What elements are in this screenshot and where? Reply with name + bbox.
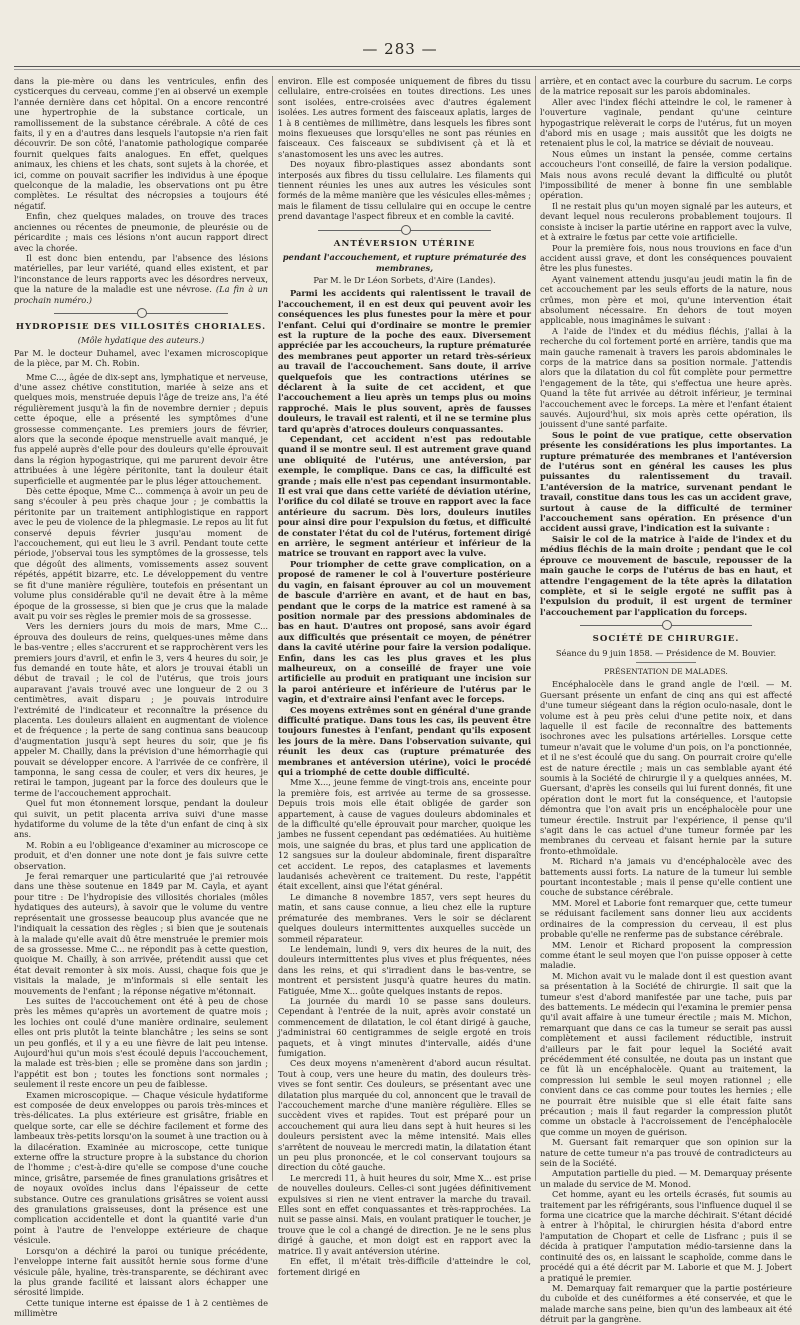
paragraph: MM. Morel et Laborie font remarquer que, cette tumeur se réduisant facilement sans donner lieu aux accidents ordinaires de la compression du cerveau, il est plus probable qu'elle ne renferme pas de substance cérébrale. bbox=[540, 897, 792, 940]
paragraph: Ces moyens extrêmes sont en général d'une grande difficulté pratique. Dans tous les cas, ils peuvent être toujours funestes à l'enfant, pendant qu'ils exposent les jours de la mère. Dans l'observation suivante, qui réunit les deux cas (rupture prématurée des membranes et antéversion utérine), voici le procédé qui a triomphé de cette double difficulté. bbox=[278, 704, 531, 777]
paragraph: Enfin, chez quelques malades, on trouve des traces anciennes ou récentes de pneumonie, de pleurésie ou de péricardite ; mais ces lésions n'ont aucun rapport direct avec la chorée. bbox=[14, 211, 268, 253]
paragraph: Ayant vainement attendu jusqu'au jeudi matin la fin de cet accouchement par les seuls efforts de la nature, nous crûmes, mon père et moi, qu'une intervention était absolument nécessaire. En dehors de tout moyen applicable, nous imaginâmes le suivant : bbox=[540, 273, 792, 326]
paragraph: A l'aide de l'index et du médius fléchis, j'allai à la recherche du col fortement porté en arrière, tandis que ma main gauche ramenait à travers les parois abdominales le corps de la matrice dans sa position normale. J'attendis alors que la dilatation du col fût complète pour permettre l'engagement de la tête, qui s'effectua une heure après. Quand la tête fut arrivée au détroit inférieur, je terminai l'accouchement avec le forceps. La mère et l'enfant étaient sauvés. Aujourd'hui, six mois après cette opération, ils jouissent d'une santé parfaite. bbox=[540, 325, 792, 430]
paragraph: Aller avec l'index fléchi atteindre le col, le ramener à l'ouverture vaginale, pendant qu'une ceinture hypogastrique relèverait le corps de l'utérus, fut un moyen d'abord mis en usage ; mais aussitôt que les doigts ne retenaient plus le col, la matrice se déviait de nouveau. bbox=[540, 96, 792, 149]
paragraph: Le lendemain, lundi 9, vers dix heures de la nuit, des douleurs intermittentes plus vives et plus fréquentes, nées dans les reins, et qui s'irradient dans le bas-ventre, se montrent et persistent jusqu'à quatre heures du matin. Fatiguée, Mme X... goûte quelques instants de repos. bbox=[278, 943, 531, 996]
article-title: HYDROPISIE DES VILLOSITÉS CHORIALES. bbox=[15, 321, 267, 332]
paragraph: Des noyaux fibro-plastiques assez abondants sont interposés aux fibres du tissu cellulaire. Les filaments qui tiennent réunies les unes aux autres les vésicules sont formés de la même manière que les vésicules elles-mêmes ; mais le filament de tissu cellulaire qui en occupe le centre prend davantage l'aspect fibreux et en comble la cavité. bbox=[278, 159, 531, 222]
article-author: Par M. le docteur Duhamel, avec l'examen microscopique de la pièce, par M. Ch. Robin. bbox=[14, 347, 268, 369]
column-1 bbox=[14, 76, 268, 1319]
continuation-note: (La fin à un prochain numéro.) bbox=[14, 284, 268, 305]
paragraph: Le mercredi 11, à huit heures du soir, Mme X... est prise de nouvelles douleurs. Celles-ci sont jugées définitivement expulsives si rien ne vient entraver la marche du travail. Elles sont en effet conquassantes et très-rapprochées. La nuit se passe ainsi. Mais, en voulant pratiquer le toucher, je trouve que le col a changé de direction. Je ne le sens plus dirigé à gauche, et mon doigt est en rapport avec la matrice. Il y avait antéversion utérine. bbox=[278, 1172, 531, 1256]
paragraph: Nous eûmes un instant la pensée, comme certains accoucheurs l'ont conseillé, de faire la version podalique. Mais nous avons reculé devant la difficulté ou plutôt l'impossibilité de mener à bonne fin une semblable opération. bbox=[540, 148, 792, 201]
divider bbox=[636, 662, 696, 663]
paragraph: La journée du mardi 10 se passe sans douleurs. Cependant à l'entrée de la nuit, après avoir constaté un commencement de dilatation, le col étant dirigé à gauche, j'administrai 60 centigrammes de seigle ergoté en trois paquets, et à vingt minutes d'intervalle, aidés d'une fumigation. bbox=[278, 995, 531, 1058]
paragraph: Examen microscopique. — Chaque vésicule hydatiforme est composée de deux enveloppes ou parois très-minces et très-délicates. La plus extérieure est grisâtre, friable en quelque sorte, car elle se déchire facilement et forme des lambeaux très-petits lorsqu'on la soumet à une traction ou à la dilacération. Examinée au microscope, cette tunique externe offre la structure propre à la substance du chorion de l'homme ; c'est-à-dire qu'elle se compose d'une couche mince, grisâtre, parsemée de fines granulations grisâtres et de noyaux ovoïdes inclus dans l'épaisseur de cette substance. Outre ces granulations grisâtres se voient aussi des granulations graisseuses, dont la présence est une complication accidentelle et dont la quantité varie d'un point à l'autre de l'enveloppe extérieure de chaque vésicule. bbox=[14, 1089, 268, 1246]
article-subtitle: (Môle hydatique des auteurs.) bbox=[77, 335, 205, 346]
section-ornament bbox=[540, 620, 792, 630]
paragraph: Sous le point de vue pratique, cette observation présente les considérations les plus importantes. La rupture prématurée des membranes et l'antéversion de l'utérus sont en général les causes les plus puissantes du ralentissement du travail. L'antéversion de la matrice, survenant pendant le travail, constitue dans tous les cas un accident grave, surtout à cause de la difficulté de terminer l'accouchement sans opération. En présence d'un accident aussi grave, l'indication est la suivante : bbox=[540, 429, 792, 534]
paragraph: Cependant, cet accident n'est pas redoutable quand il se montre seul. Il est autrement grave quand une obliquité de l'utérus, une antéversion, par exemple, le complique. Dans ce cas, la difficulté est grande ; mais elle n'est pas cependant insurmontable. Il est vrai que dans cette variété de déviation utérine, l'orifice du col dilaté se trouve en rapport avec la face antérieure du sacrum. Dès lors, douleurs inutiles pour ainsi dire pour l'expulsion du fœtus, et difficulté de constater l'état du col de l'utérus, fortement dirigé en arrière, le segment antérieur et inférieur de la matrice se trouvant en rapport avec la vulve. bbox=[278, 434, 531, 559]
paragraph: Cet homme, ayant eu les orteils écrasés, fut soumis au traitement par les réfrigérants, sous l'influence duquel il se forma une cicatrice que la marche déchirait. S'étant décidé à entrer à l'hôpital, le chirurgien hésita d'abord entre l'amputation de Chopart et celle de Lisfranc ; puis il se décida à pratiquer l'amputation médio-tarsienne dans la continuité des os, en laissant le scaphoïde, comme dans le procédé qui a été décrit par M. Laborie et que M. J. Jobert a pratiqué le premier. bbox=[540, 1189, 792, 1283]
paragraph: Mme C..., âgée de dix-sept ans, lymphatique et nerveuse, d'une assez chétive constitution, mariée à seize ans et quelques mois, menstruée depuis l'âge de treize ans, l'a été régulièrement jusqu'à la fin de novembre dernier ; depuis cette époque, elle a présenté les symptômes d'une grossesse commençante. Les premiers jours de février, alors que la seconde époque menstruelle avait manqué, je fus appelé auprès d'elle pour des douleurs qu'elle éprouvait dans la région hypogastrique, qui me parurent devoir être attribuées à une légère péritonite, tant la douleur était superficielle et augmentée par le plus léger attouchement. bbox=[14, 371, 268, 486]
article-author: Par M. le Dr Léon Sorbets, d'Aire (Landes). bbox=[313, 274, 496, 285]
paragraph: Il ne restait plus qu'un moyen signalé par les auteurs, et devant lequel nous reculerons probablement toujours. Il consiste à inciser la partie utérine en rapport avec la vulve, et à extraire le fœtus par cette voie artificielle. bbox=[540, 200, 792, 243]
paragraph: Encéphalocèle dans le grand angle de l'œil. — M. Guersant présente un enfant de cinq ans qui est affecté d'une tumeur siégeant dans la région oculo-nasale, dont le volume est à peu près celui d'une petite noix, et dans laquelle il est facile de reconnaître des battements isochrones avec les pulsations artérielles. Lorsque cette tumeur n'avait que le volume d'un pois, on l'a ponctionnée, et il ne s'est écoulé que du sang. On pourrait croire qu'elle est de nature érectile ; mais un cas semblable ayant été soumis à la Société de chirurgie il y a quelques années, M. Guersant, d'après les conseils qui lui furent donnés, fit une opération dont le mort fut la conséquence, et l'autopsie démontra que l'on avait pris un encéphalocèle pour une tumeur érectile. Instruit par l'expérience, il pense qu'il s'agit dans le cas actuel d'une tumeur formée par les membranes du cerveau et faisant hernie par la suture fronto-ethmoïdale. bbox=[540, 679, 792, 856]
paragraph: Saisir le col de la matrice à l'aide de l'index et du médius fléchis de la main droite ; pendant que le col éprouve ce mouvement de bascule, repousser de la main gauche le corps de l'utérus de bas en haut, et attendre l'engagement de la tête après la dilatation complète, et si le seigle ergoté ne suffit pas à l'expulsion du produit, il est urgent de terminer l'accouchement par l'application du forceps. bbox=[540, 533, 792, 617]
paragraph: Amputation partielle du pied. — M. Demarquay présente un malade du service de M. Monod. bbox=[540, 1168, 792, 1189]
paragraph: Les suites de l'accouchement ont été à peu de chose près les mêmes qu'après un avortement de quatre mois ; les lochies ont coulé d'une manière ordinaire, seulement elles ont pris plutôt la teinte blanchâtre ; les seins se sont un peu gonflés, et il y a eu une fièvre de lait peu intense. Aujourd'hui qu'un mois s'est écoulé depuis l'accouchement, la malade est très-bien ; elle se promène dans son jardin ; l'appétit est bon ; toutes les fonctions sont normales ; seulement il reste encore un peu de faiblesse. bbox=[14, 995, 268, 1090]
subsection-title: PRÉSENTATION DE MALADES. bbox=[604, 666, 728, 676]
article-subtitle: pendant l'accouchement, et rupture prématurée des membranes, bbox=[282, 252, 527, 273]
article-title: ANTÉVERSION UTÉRINE bbox=[333, 238, 476, 249]
paragraph: Vers les derniers jours du mois de mars, Mme C... éprouva des douleurs de reins, quelques-unes même dans le bas-ventre ; elles s'accrurent et se rapprochèrent vers les premiers jours d'avril, et enfin le 3, vers 4 heures du soir, je fus demandé en toute hâte, et alors je trouvai établi un début de travail ; le col de l'utérus, que trois jours auparavant j'avais trouvé avec une longueur de 2 ou 3 centimètres, avait disparu ; je pouvais introduire l'extrémité de l'indicateur et reconnaître la présence du placenta. Les douleurs allaient en augmentant de violence et de fréquence ; la perte de sang continua sans beaucoup d'augmentation jusqu'à sept heures du soir, que je fis appeler M. Chailly, dans la prévision d'une hémorrhagie qui pouvait se développer encore. A l'arrivée de ce confrère, il tamponna, le sang cessa de couler, et vers dix heures, je retirai le tampon, jugeant par la force des douleurs que le terme de l'accouchement approchait. bbox=[14, 621, 268, 798]
column-2 bbox=[278, 76, 531, 1277]
section-ornament bbox=[14, 308, 268, 318]
paragraph: M. Demarquay fait remarquer que la partie postérieure du cuboïde et des cunéiformes a été conservée, et que le malade marche sans peine, bien qu'un des lambeaux ait été détruit par la gangrène. bbox=[540, 1282, 792, 1325]
paragraph-text: Il est donc bien entendu, par l'absence des lésions matérielles, par leur variété, quand elles existent, et par l'inconstance de leurs rapports avec les désordres nerveux, que la nature de la maladie est une névrose. bbox=[14, 252, 268, 295]
paragraph: environ. Elle est composée uniquement de fibres du tissu cellulaire, entre-croisées en toutes directions. Les unes sont isolées, entre-croisées avec d'autres également isolées. Les autres forment des faisceaux aplatis, larges de 1 à 8 centièmes de millimètre, dans lesquels les fibres sont moins flexueuses que lorsqu'elles ne sont pas réunies en faisceaux. Ces faisceaux se subdivisent çà et là et s'anastomosent les uns avec les autres. bbox=[278, 76, 531, 159]
paragraph: M. Guersant fait remarquer que son opinion sur la nature de cette tumeur n'a pas trouvé de contradicteurs au sein de la Société. bbox=[540, 1137, 792, 1169]
session-line: Séance du 9 juin 1858. — Présidence de M. Bouvier. bbox=[555, 647, 777, 658]
paragraph: dans la pie-mère ou dans les ventricules, enfin des cysticerques du cerveau, comme j'en ai observé un exemple l'année dernière dans cet hôpital. On a encore rencontré une hypertrophie de la substance corticale, un ramollissement de la substance cérébrale. A côté de ces faits, il y en a d'autres dans lesquels l'autopsie n'a rien fait découvrir. De son côté, l'anatomie pathologique comparée fournit quelques faits analogues. En effet, quelques animaux, les chiens et les chats, sont sujets à la chorée, et ici, comme on pouvait sacrifier les individus à une époque quelconque de la maladie, les observations ont pu être complètes. Le résultat des nécropsies a toujours été négatif. bbox=[14, 76, 268, 211]
paragraph: Pour la première fois, nous nous trouvions en face d'un accident aussi grave, et dont les conséquences pouvaient être les plus funestes. bbox=[540, 242, 792, 274]
paragraph: Cette tunique interne est épaisse de 1 à 2 centièmes de millimètre bbox=[14, 1297, 268, 1319]
paragraph: Mme X..., jeune femme de vingt-trois ans, enceinte pour la première fois, est arrivée au terme de sa grossesse. Depuis trois mois elle était obligée de garder son appartement, à cause de vagues douleurs abdominales et de la difficulté qu'elle éprouvait pour marcher, quoique les jambes ne fussent cependant pas œdématiées. Au huitième mois, une saignée du bras, et plus tard une application de 12 sangsues sur la douleur abdominale, firent disparaître cet accident. Le repos, des cataplasmes et lavements laudanisés achevèrent ce traitement. Du reste, l'appétit était excellent, ainsi que l'état général. bbox=[278, 777, 531, 892]
paragraph: arrière, et en contact avec la courbure du sacrum. Le corps de la matrice reposait sur les parois abdominales. bbox=[540, 76, 792, 97]
paragraph: En effet, il m'était très-difficile d'atteindre le col, fortement dirigé en bbox=[278, 1256, 531, 1277]
paragraph: MM. Lenoir et Richard proposent la compression comme étant le seul moyen que l'on puisse opposer à cette maladie. bbox=[540, 939, 792, 971]
paragraph: Pour triompher de cette grave complication, on a proposé de ramener le col à l'ouverture postérieure du vagin, en faisant éprouver au col un mouvement de bascule d'arrière en avant, et de haut en bas, pendant que le corps de la matrice est ramené à sa position normale par des pressions abdominales de bas en haut. D'autres ont proposé, sans avoir égard aux difficultés que présentait ce moyen, de pénétrer dans la cavité utérine pour faire la version podalique. Enfin, dans les cas les plus graves et les plus malheureux, on a conseillé de frayer une voie artificielle au produit en pratiquant une incision sur la paroi antérieure et inférieure de l'utérus par le vagin, et d'extraire ainsi l'enfant avec le forceps. bbox=[278, 558, 531, 705]
paragraph: Je ferai remarquer une particularité que j'ai retrouvée dans une thèse soutenue en 1849 par M. Cayla, et ayant pour titre : De l'hydropisie des villosités choriales (môles hydatiques des auteurs), à savoir que le volume du ventre représentait une grossesse beaucoup plus avancée que ne l'indiquait la cessation des règles ; si bien que je soutenais à la malade qu'elle avait dû être menstruée le premier mois de sa grossesse. Mme C... ne répondit pas à cette question, quoique M. Chailly, à son arrivée, prétendit aussi que cet état devait remonter à six mois. Aussi, chaque fois que je visitais la malade, je m'informais si elle sentait les mouvements de l'enfant ; la réponse négative m'étonnait. bbox=[14, 871, 268, 996]
paragraph: M. Robin a eu l'obligeance d'examiner au microscope ce produit, et d'en donner une note dont je fais suivre cette observation. bbox=[14, 839, 268, 871]
paragraph: Le dimanche 8 novembre 1857, vers sept heures du matin, et sans cause connue, a lieu chez elle la rupture prématurée des membranes. Vers le soir se déclarent quelques douleurs intermittentes auxquelles succède un sommeil réparateur. bbox=[278, 891, 531, 944]
header-rule bbox=[14, 66, 800, 67]
column-divider bbox=[272, 76, 273, 1181]
paragraph: Ces deux moyens n'amenèrent d'abord aucun résultat. Tout à coup, vers une heure du matin, des douleurs très-vives se font sentir. Ces douleurs, se présentant avec une dilatation plus marquée du col, annoncent que le travail de l'accouchement marche d'une manière régulière. Elles se succèdent vives et rapides. Tout est préparé pour un accouchement qui aura lieu dans sept à huit heures si les douleurs persistent avec la même intensité. Mais elles s'arrêtent de nouveau le mercredi matin, la dilatation étant un peu plus prononcée, et le col conservant toujours sa direction du côté gauche. bbox=[278, 1058, 531, 1173]
paragraph: M. Richard n'a jamais vu d'encéphalocèle avec des battements aussi forts. La nature de la tumeur lui semble pourtant incontestable ; mais il pense qu'elle contient une couche de substance cérébrale. bbox=[540, 856, 792, 898]
paragraph: Lorsqu'on a déchiré la paroi ou tunique précédente, l'enveloppe interne fait aussitôt hernie sous forme d'une vésicule pâle, hyaline, très-transparente, se déchirant avec la plus grande facilité et laissant alors échapper une sérosité limpide. bbox=[14, 1245, 268, 1298]
column-divider bbox=[535, 76, 536, 1181]
column-3 bbox=[540, 76, 792, 1325]
page-number: — 283 — bbox=[362, 40, 438, 58]
section-ornament bbox=[278, 225, 531, 235]
paragraph: M. Michon avait vu le malade dont il est question avant sa présentation à la Société de chirurgie. Il sait que la tumeur s'est d'abord manifestée par une tache, puis par des battements. Le médecin qui l'examina le premier pensa qu'il avait affaire à une tumeur érectile ; mais M. Michon, remarquant que dans ce cas la tumeur se serait pas aussi complètement et aussi facilement réductible, instruit d'ailleurs par le fait pour lequel la Société avait précédemment été consultée, ne douta pas un instant que ce fût là un encéphalocèle. Quant au traitement, la compression lui semble le seul moyen rationnel ; elle convient dans ce cas comme pour toutes les hernies ; elle ne pourrait être nuisible que si elle était faite sans précaution ; mais il faut regarder la compression plutôt comme un obstacle à l'accroissement de l'encéphalocèle que comme un moyen de guérison. bbox=[540, 970, 792, 1137]
paragraph: Dès cette époque, Mme C... commença à avoir un peu de sang s'écouler à peu près chaque jour ; je combattis la péritonite par un traitement antiphlogistique en rapport avec le peu de violence de la phlegmasie. Le repos au lit fut conservé depuis février jusqu'au moment de l'accouchement, qui eut lieu le 3 avril. Pendant toute cette période, j'observai tous les symptômes de la grossesse, tels que dégoût des aliments, vomissements assez souvent répétés, appétit bizarre, etc. Le développement du ventre se fit d'une manière régulière, toutefois en présentant un volume plus considérable qu'il ne devait être à la même époque de la grossesse, si bien que je crus que la malade avait pu voir ses règles le premier mois de sa grossesse. bbox=[14, 486, 268, 621]
paragraph: Parmi les accidents qui ralentissent le travail de l'accouchement, il en est deux qui peuvent avoir les conséquences les plus funestes pour la mère et pour l'enfant. Celui qui d'ordinaire se montre le premier est la rupture de la poche des eaux. Diversement appréciée par les accoucheurs, la rupture prématurée des membranes peut apporter un retard très-sérieux au travail de l'accouchement. Sans doute, il arrive quelquefois que les contractions utérines se déclarent à la suite de cet accident, et que l'accouchement a lieu après un temps plus ou moins rapproché. Mais le plus souvent, après de fausses douleurs, le travail est ralenti, et il ne se termine plus tard qu'après d'atroces douleurs conquassantes. bbox=[278, 288, 531, 434]
header-rule-thin bbox=[14, 69, 800, 70]
section-title: SOCIÉTÉ DE CHIRURGIE. bbox=[592, 634, 740, 645]
paragraph: Quel fut mon étonnement lorsque, pendant la douleur qui suivit, un petit placenta arriva suivi d'une masse hydatiforme du volume de la tête d'un enfant de cinq à six ans. bbox=[14, 798, 268, 840]
paragraph bbox=[14, 253, 268, 305]
